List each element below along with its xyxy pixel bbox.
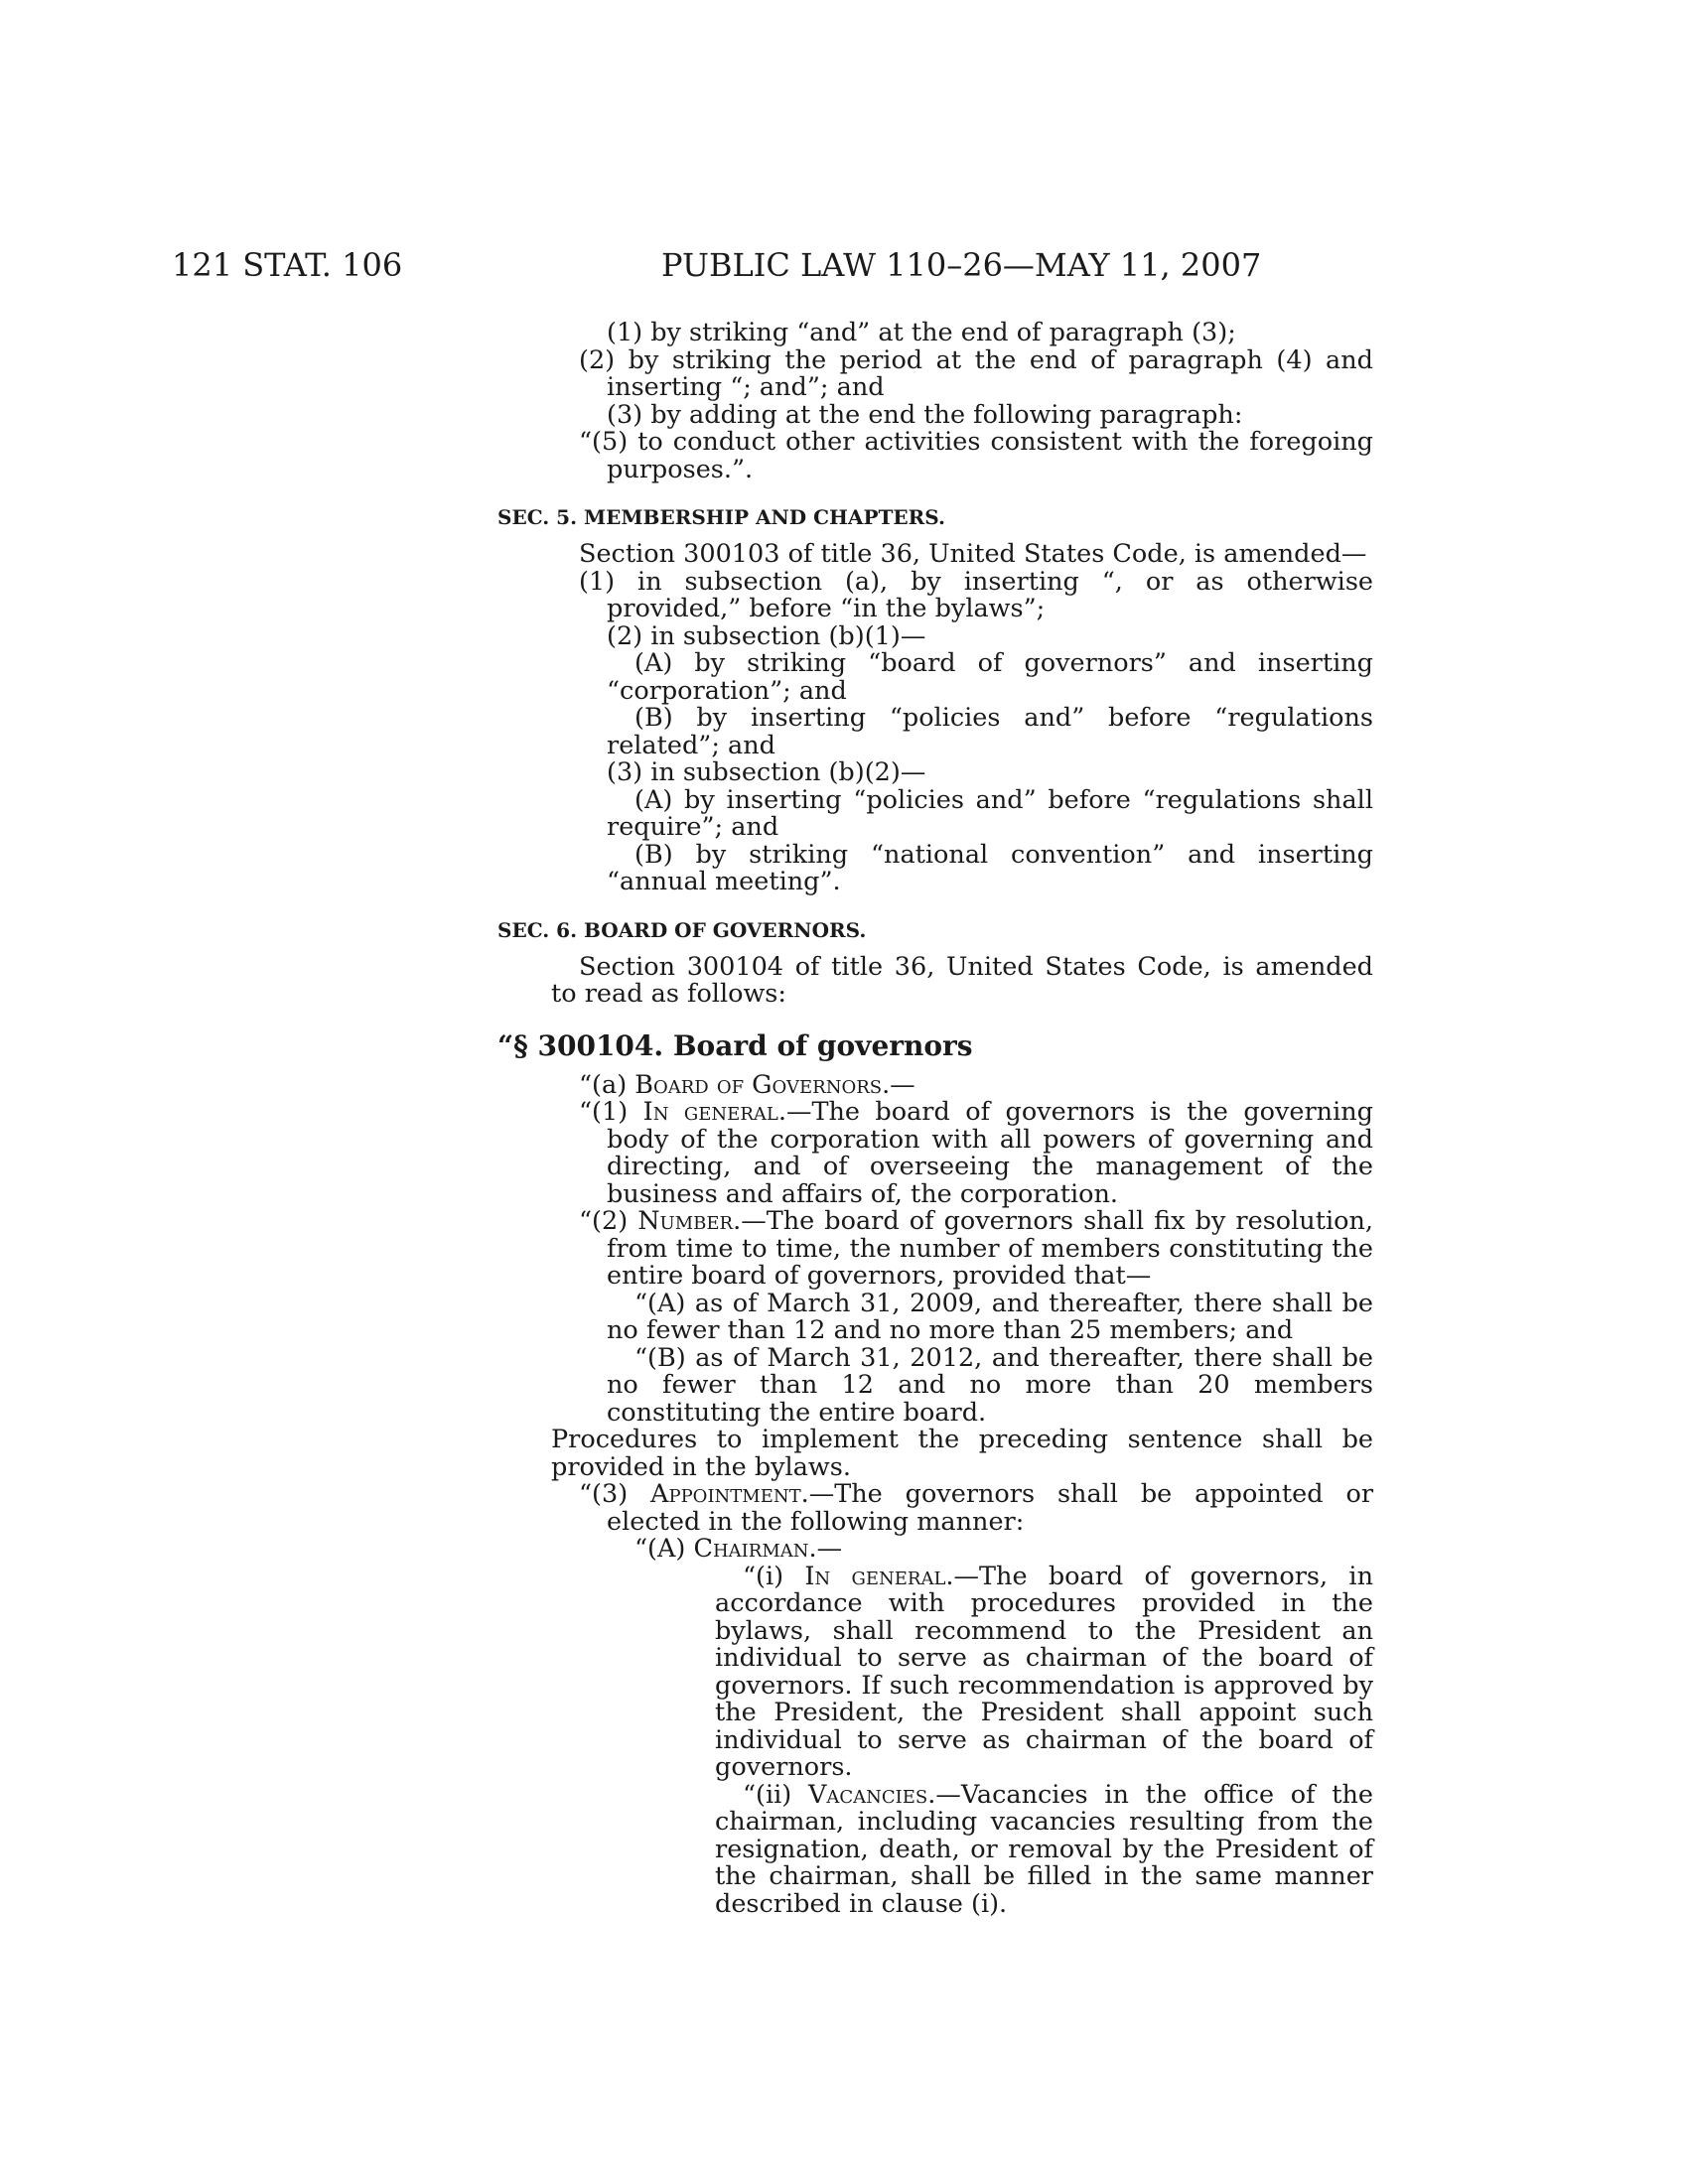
amend-paragraph-2: (2) by striking the period at the end of paragraph (4) and inserting “; and”; and: [579, 344, 1373, 402]
subparagraph-a3a: [551, 1536, 1373, 1564]
new-paragraph-5: “(5) to conduct other activities consistent with the foregoing purposes.”.: [579, 427, 1373, 484]
paragraph-a1-text: —The board of governors is the governing body of the corporation with all powers of governing and directing, and of overseeing the management of the business and affairs of, the corporation.: [607, 1097, 1374, 1209]
paragraph-a2-heading: Number.: [637, 1206, 742, 1236]
document-body: [497, 318, 1374, 1919]
page-header: [0, 246, 1688, 286]
paragraph-a3: [551, 1481, 1373, 1536]
section-5-item-2: (2) in subsection (b)(1)—: [607, 620, 926, 651]
clause-ii: [551, 1779, 1373, 1919]
amend-paragraph-1: (1) by striking “and” at the end of paragraph (3);: [607, 318, 1236, 347]
paragraph-a3-prefix: “(3): [579, 1479, 651, 1509]
clause-i-prefix: “(i): [743, 1561, 805, 1591]
section-5-item-2b: (B) by inserting “policies and” before “regulations related”; and: [607, 703, 1373, 760]
section-5-item-1: (1) in subsection (a), by inserting “, or as otherwise provided,” before “in the bylaws”;: [579, 566, 1373, 623]
subsection-a-prefix: “(a): [579, 1069, 635, 1100]
section-5-item-3a: (A) by inserting “policies and” before “regulations shall require”; and: [607, 784, 1373, 842]
clause-ii-heading: Vacancies.: [807, 1779, 936, 1810]
subparagraph-a3a-prefix: “(A): [634, 1534, 694, 1564]
section-5-item-3: (3) in subsection (b)(2)—: [607, 757, 926, 787]
clause-ii-text: —Vacancies in the office of the chairman, including vacancies resulting from the resignation, death, or removal by the President of the chairman, shall be filled in the same manner described in clause (i).: [715, 1779, 1373, 1919]
section-5-intro: Section 300103 of title 36, United States Code, is amended—: [579, 539, 1367, 569]
paragraph-a1: [551, 1099, 1373, 1208]
section-5-item-3b: (B) by striking “national convention” and inserting “annual meeting”.: [607, 839, 1373, 896]
amend-paragraph-3: (3) by adding at the end the following paragraph:: [607, 399, 1243, 430]
subparagraph-a2a: “(A) as of March 31, 2009, and thereafter, there shall be no fewer than 12 and no more than 25 members; and: [607, 1288, 1373, 1345]
clause-ii-prefix: “(ii): [743, 1779, 808, 1810]
section-6-heading: SEC. 6. BOARD OF GOVERNORS.: [497, 917, 867, 942]
paragraph-a2-text: —The board of governors shall fix by resolution, from time to time, the number of members constituting the entire board of governors, provided that—: [607, 1206, 1373, 1291]
paragraph-a1-heading: In general.: [642, 1097, 786, 1127]
section-300104-heading: “§ 300104. Board of governors: [497, 1028, 973, 1062]
subsection-a: [551, 1069, 1373, 1100]
subsection-a-heading: Board of Governors.—: [634, 1069, 915, 1100]
paragraph-a3-heading: Appointment.: [650, 1479, 809, 1509]
clause-i-text: —The board of governors, in accordance with procedures provided in the bylaws, shall recommend to the President an individual to serve as chairman of the board of governors. If such recommendation is approved by the President, the President shall appoint such individual to serve as chairman of the board of governors.: [715, 1561, 1373, 1782]
paragraph-a2-prefix: “(2): [579, 1206, 638, 1236]
public-law-title: PUBLIC LAW 110–26—MAY 11, 2007: [661, 246, 1262, 284]
paragraph-a1-prefix: “(1): [579, 1097, 643, 1127]
subparagraph-a3a-heading: Chairman.—: [693, 1534, 843, 1564]
procedures-sentence: Procedures to implement the preceding sentence shall be provided in the bylaws.: [551, 1425, 1373, 1482]
section-6-intro: Section 300104 of title 36, United States Code, is amended to read as follows:: [551, 951, 1373, 1009]
paragraph-a2: [551, 1208, 1373, 1291]
section-5-item-2a: (A) by striking “board of governors” and inserting “corporation”; and: [607, 648, 1373, 706]
subparagraph-a2b: “(B) as of March 31, 2012, and thereafter, there shall be no fewer than 12 and no more than 20 members constituting the entire board.: [607, 1342, 1373, 1428]
paragraph-a3-text: —The governors shall be appointed or elected in the following manner:: [607, 1479, 1374, 1537]
clause-i: [551, 1561, 1373, 1782]
clause-i-heading: In general.: [804, 1561, 954, 1591]
stat-page-number: 121 STAT. 106: [172, 246, 403, 284]
section-5-heading: SEC. 5. MEMBERSHIP AND CHAPTERS.: [497, 505, 945, 529]
